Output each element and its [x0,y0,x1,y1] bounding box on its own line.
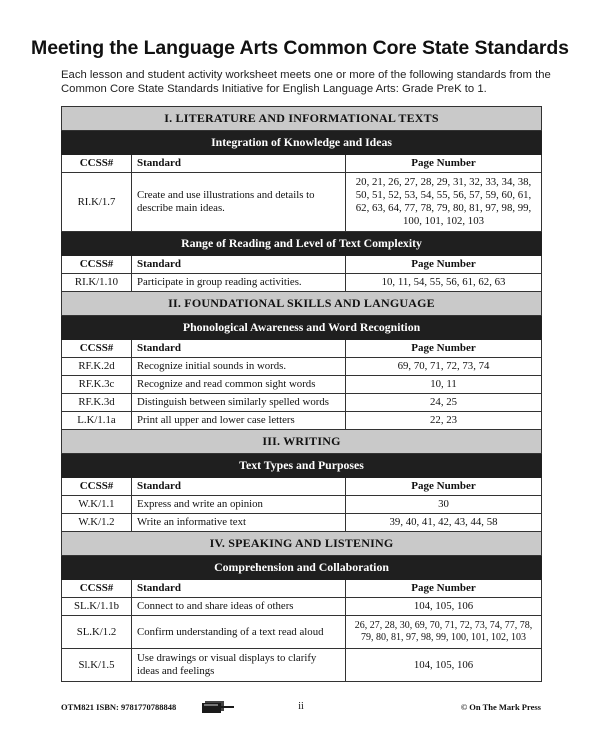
table-row [62,496,542,514]
table-row [62,598,542,616]
page-numbers: 30 [346,496,542,514]
column-header-standard: Standard [132,478,346,496]
table-row [62,173,542,232]
standard-text: Participate in group reading activities. [132,274,346,292]
group-title: Integration of Knowledge and Ideas [62,131,542,155]
standard-text: Write an informative text [132,514,346,532]
column-header-pages: Page Number [346,256,542,274]
section-title: IV. SPEAKING AND LISTENING [62,532,542,556]
column-header-row [62,580,542,598]
ccss-code: RF.K.3d [62,394,132,412]
column-header-ccss: CCSS# [62,580,132,598]
ccss-code: RI.K/1.10 [62,274,132,292]
column-header-pages: Page Number [346,580,542,598]
column-header-standard: Standard [132,580,346,598]
page-numbers: 69, 70, 71, 72, 73, 74 [346,358,542,376]
group-title: Text Types and Purposes [62,454,542,478]
page-numbers: 26, 27, 28, 30, 69, 70, 71, 72, 73, 74, 77, 78, 79, 80, 81, 97, 98, 99, 100, 101, 102, 103 [346,616,542,649]
section-header [62,430,542,454]
ccss-code: SL.K/1.1b [62,598,132,616]
standard-text: Use drawings or visual displays to clarify ideas and feelings [132,649,346,682]
standard-text: Distinguish between similarly spelled words [132,394,346,412]
page-footer [61,699,541,715]
standard-text: Express and write an opinion [132,496,346,514]
column-header-standard: Standard [132,155,346,173]
column-header-pages: Page Number [346,155,542,173]
group-title: Comprehension and Collaboration [62,556,542,580]
ccss-code: RF.K.3c [62,376,132,394]
column-header-standard: Standard [132,340,346,358]
table-row [62,649,542,682]
page-numbers: 24, 25 [346,394,542,412]
footer-copyright: © On The Mark Press [460,702,541,712]
column-header-ccss: CCSS# [62,478,132,496]
table-row [62,274,542,292]
standard-text: Create and use illustrations and details to describe main ideas. [132,173,346,232]
column-header-row [62,340,542,358]
column-header-row [62,155,542,173]
column-header-ccss: CCSS# [62,256,132,274]
column-header-pages: Page Number [346,340,542,358]
page-numbers: 20, 21, 26, 27, 28, 29, 31, 32, 33, 34, 38, 50, 51, 52, 53, 54, 55, 56, 57, 59, 60, 61, 62, 63, 64, 77, 78, 79, 80, 81, 97, 98, 99, 100, 101, 102, 103 [346,173,542,232]
ccss-code: SL.K/1.2 [62,616,132,649]
table-row [62,394,542,412]
standard-text: Print all upper and lower case letters [132,412,346,430]
page-numbers: 39, 40, 41, 42, 43, 44, 58 [346,514,542,532]
table-row [62,412,542,430]
group-header [62,131,542,155]
ccss-code: RI.K/1.7 [62,173,132,232]
table-row [62,616,542,649]
group-header [62,232,542,256]
column-header-pages: Page Number [346,478,542,496]
footer-page-number: ii [298,701,304,712]
column-header-standard: Standard [132,256,346,274]
page-title: Meeting the Language Arts Common Core State Standards [31,37,569,59]
page-numbers: 10, 11, 54, 55, 56, 61, 62, 63 [346,274,542,292]
table-row [62,376,542,394]
standard-text: Recognize initial sounds in words. [132,358,346,376]
page-numbers: 22, 23 [346,412,542,430]
group-title: Phonological Awareness and Word Recognition [62,316,542,340]
section-header [62,292,542,316]
column-header-row [62,478,542,496]
intro-text: Each lesson and student activity worksheet meets one or more of the following standards from the Common Core State Standards Initiative for English Language Arts: Grade PreK to 1. [61,69,551,95]
footer-isbn: OTM821 ISBN: 9781770788848 [61,702,177,712]
section-title: III. WRITING [62,430,542,454]
table-row [62,514,542,532]
standard-text: Connect to and share ideas of others [132,598,346,616]
column-header-ccss: CCSS# [62,340,132,358]
section-title: II. FOUNDATIONAL SKILLS AND LANGUAGE [62,292,542,316]
page-numbers: 104, 105, 106 [346,598,542,616]
group-title: Range of Reading and Level of Text Complexity [62,232,542,256]
standard-text: Confirm understanding of a text read aloud [132,616,346,649]
standard-text: Recognize and read common sight words [132,376,346,394]
table-row [62,358,542,376]
section-header [62,107,542,131]
ccss-code: W.K/1.2 [62,514,132,532]
column-header-ccss: CCSS# [62,155,132,173]
page-numbers: 10, 11 [346,376,542,394]
ccss-code: RF.K.2d [62,358,132,376]
page-numbers: 104, 105, 106 [346,649,542,682]
ccss-code: Sl.K/1.5 [62,649,132,682]
section-header [62,532,542,556]
section-title: I. LITERATURE AND INFORMATIONAL TEXTS [62,107,542,131]
column-header-row [62,256,542,274]
ccss-code: W.K/1.1 [62,496,132,514]
standards-table [61,106,542,682]
ccss-code: L.K/1.1a [62,412,132,430]
group-header [62,454,542,478]
group-header [62,556,542,580]
group-header [62,316,542,340]
